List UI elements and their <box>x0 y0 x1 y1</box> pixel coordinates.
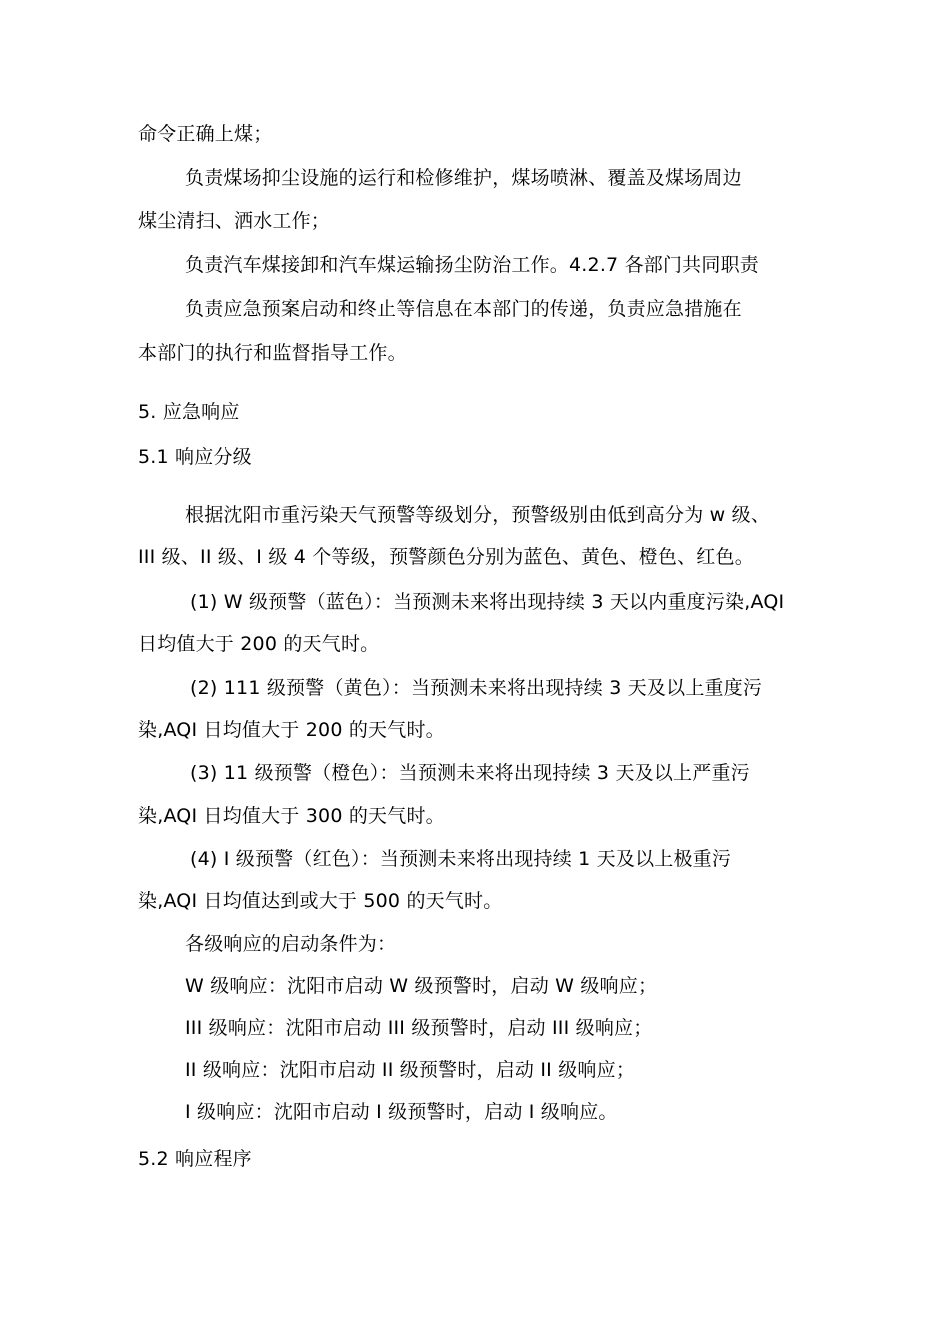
text-line: 负责汽车煤接卸和汽车煤运输扬尘防治工作。4.2.7 各部门共同职责 <box>185 254 759 276</box>
text-line: II 级响应：沈阳市启动 II 级预警时，启动 II 级响应； <box>185 1059 636 1081</box>
text-line: I 级响应：沈阳市启动 I 级预警时，启动 I 级响应。 <box>185 1101 618 1123</box>
text-line: 各级响应的启动条件为： <box>185 933 397 955</box>
list-item: (1) W 级预警（蓝色）：当预测未来将出现持续 3 天以内重度污染,AQI <box>190 591 785 613</box>
text-line: W 级响应：沈阳市启动 W 级预警时，启动 W 级响应； <box>185 975 658 997</box>
text-line: 日均值大于 200 的天气时。 <box>138 633 380 655</box>
text-line: 染,AQI 日均值达到或大于 500 的天气时。 <box>138 890 503 912</box>
text-line: III 级响应：沈阳市启动 III 级预警时，启动 III 级响应； <box>185 1017 653 1039</box>
section-heading: 5. 应急响应 <box>138 401 240 423</box>
text-line: 负责煤场抑尘设施的运行和检修维护，煤场喷淋、覆盖及煤场周边 <box>185 167 742 189</box>
list-item: (4) I 级预警（红色）：当预测未来将出现持续 1 天及以上极重污 <box>190 848 732 870</box>
text-line: 根据沈阳市重污染天气预警等级划分，预警级别由低到高分为 w 级、 <box>185 504 771 526</box>
text-line: 本部门的执行和监督指导工作。 <box>138 342 407 364</box>
text-line: 煤尘清扫、洒水工作； <box>138 210 331 232</box>
subsection-heading: 5.1 响应分级 <box>138 446 252 468</box>
text-line: 负责应急预案启动和终止等信息在本部门的传递，负责应急措施在 <box>185 298 742 320</box>
text-line: 染,AQI 日均值大于 300 的天气时。 <box>138 805 445 827</box>
list-item: (2) 111 级预警（黄色）：当预测未来将出现持续 3 天及以上重度污 <box>190 677 763 699</box>
text-line: 染,AQI 日均值大于 200 的天气时。 <box>138 719 445 741</box>
text-line: 命令正确上煤； <box>138 123 273 145</box>
list-item: (3) 11 级预警（橙色）：当预测未来将出现持续 3 天及以上严重污 <box>190 762 750 784</box>
subsection-heading: 5.2 响应程序 <box>138 1148 252 1170</box>
text-line: III 级、II 级、I 级 4 个等级，预警颜色分别为蓝色、黄色、橙色、红色。 <box>138 546 754 568</box>
